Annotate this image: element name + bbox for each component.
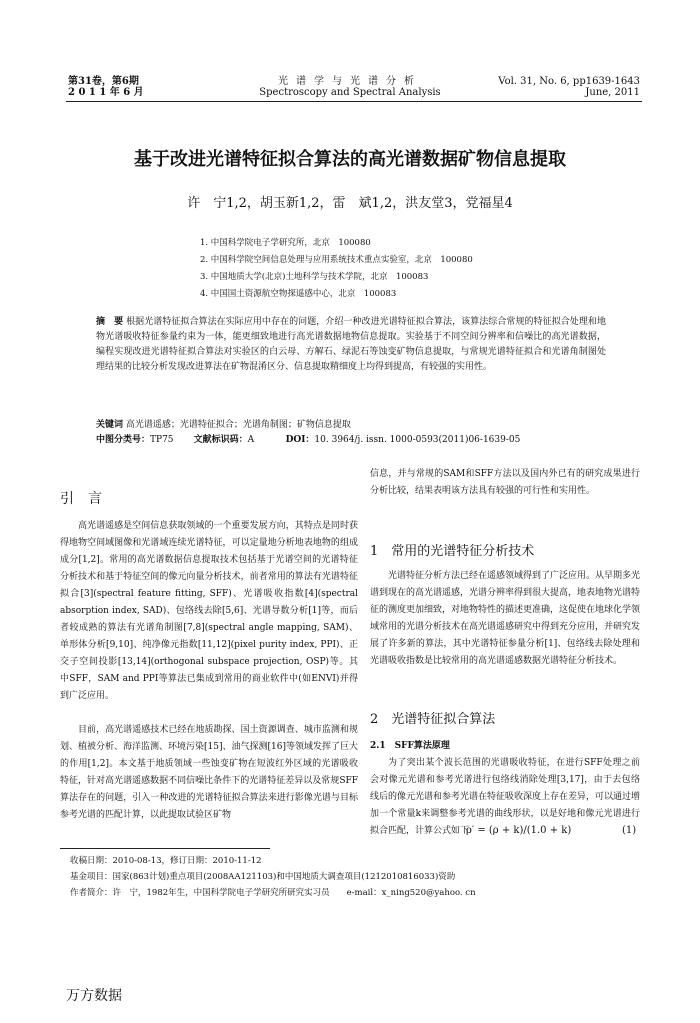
equation-1-number: (1)	[622, 825, 637, 836]
doc-code-label: 文献标识码：	[193, 435, 248, 445]
doi-value: 10. 3964/j. issn. 1000-0593(2011)06-1639-05	[314, 435, 521, 445]
affiliation-item: 1. 中国科学院电子学研究所，北京 100080	[200, 238, 371, 248]
intro-paragraph-1: 高光谱遥感是空间信息获取领域的一个重要发展方向，其特点是同时获得地物空间域图像和光谱域连续光谱特征，可以定量地分析地表地物的组成成分[1,2]。常用的高光谱数据信息提取技术包括基于光谱空间的光谱特征分析技术和基于特征空间的像元向量分析技术，前者常用的算法有光谱特征拟合[3](spectral feature fitting, SFF)、光谱吸收指数[4](spectral absorption index, SAD)、包络线去除[5,6]、光谱导数分析[1]等，而后者较成熟的算法有光谱角制图[7,8](spectral angle mapping, SAM)、单形体分析[9,10]、纯净像元指数[11,12](pixel purity index, PPI)、正交子空间投影[13,14](orthogonal subspace projection, OSP)等。其中SFF，SAM and PPI等算法已集成到常用的商业软件中(如ENVI)并得到广泛应用。	[60, 521, 358, 701]
equation-1: ρ′ = (ρ + k)/(1.0 + k)	[466, 825, 572, 836]
year-month-line: 2 0 1 1 年 6 月	[68, 87, 144, 98]
abstract-label: 摘 要	[96, 317, 124, 327]
intro-continuation: 信息，并与常规的SAM和SFF方法以及国内外已有的研究成果进行分析比较，结果表明该方法具有较强的可行性和实用性。	[370, 469, 640, 496]
affiliation-item: 4. 中国国土资源航空物探遥感中心，北京 100083	[200, 289, 397, 299]
abstract-text: 根据光谱特征拟合算法在实际应用中存在的问题，介绍一种改进光谱特征拟合算法，该算法综合常规的特征拟合处理和地物光谱吸收特征参量约束为一体，能更细致地进行高光谱数据地物信息提取。实验基于不同空间分辨率和信噪比的高光谱数据，编程实现改进光谱特征拟合算法对实验区的白云母、方解石、绿泥石等蚀变矿物信息提取，与常规光谱特征拟合和光谱角制图处理结果的比较分析发现改进算法在矿物混淆区分、信息提取精细度上均得到提高，有较强的实用性。	[96, 317, 606, 372]
received-date: 收稿日期：2010-08-13，修订日期：2010-11-12	[70, 856, 262, 866]
subsection-2-1-heading: 2.1 SFF算法原理	[370, 741, 450, 751]
journal-name	[200, 76, 500, 98]
keywords-text: 高光谱遥感；光谱特征拟合；光谱角制图；矿物信息提取	[125, 420, 351, 430]
clc-label: 中图分类号：	[96, 435, 151, 445]
affiliation-item: 2. 中国科学院空间信息处理与应用系统技术重点实验室，北京 100080	[200, 255, 473, 265]
subsection-2-1-paragraph: 为了突出某个波长范围的光谱吸收特征，在进行SFF处理之前会对像元光谱和参考光谱进行包络线消除处理[3,17]，由于去包络线后的像元光谱和参考光谱在特征吸收深度上存在差异，可以通过增加一个常量k来调整参考光谱的曲线形状，以是好地和像元光谱进行拟合匹配，计算公式如下	[370, 758, 641, 836]
footnotes	[70, 853, 650, 901]
date-line: June, 2011	[585, 87, 640, 98]
volume-issue-line: 第31卷，第6期	[68, 76, 139, 87]
section-1-paragraph: 光谱特征分析方法已经在遥感领域得到了广泛应用。从早期多光谱到现在的高光谱遥感，光谱分辨率得到很大提高，地表地物光谱特征的测度更加细致，对地物特性的描述更准确，这促使在地球化学领域常用的光谱分析技术在高光谱遥感研究中得到充分应用，并研究发展了许多新的算法，其中光谱特征参量分析[1]、包络线去除处理和光谱吸收指数是比较常用的高光谱遥感数据光谱特征分析技术。	[370, 571, 641, 666]
keywords-label: 关键词	[96, 420, 124, 430]
source-watermark: 万方数据	[66, 988, 122, 1004]
journal-vol-pages	[498, 76, 640, 98]
section-1-heading: 1 常用的光谱特征分析技术	[370, 544, 535, 559]
journal-name-zh: 光谱学与光谱分析	[278, 76, 422, 87]
affiliation-list	[200, 235, 473, 303]
intro-paragraph-2: 目前，高光谱遥感技术已经在地质勘探、国土资源调查、城市监测和规划、植被分析、海洋监测、环境污染[15]、油气探测[16]等领域发挥了巨大的作用[1,2]。本文基于地质领域一些蚀变矿物在短波红外区域的光谱吸收特征，针对高光谱遥感数据不同信噪比条件下的光谱特征差异以及常规SFF算法存在的问题，引入一种改进的光谱特征拟合算法来进行影像光谱与目标参考光谱的匹配计算，以此提取试验区矿物	[60, 725, 358, 820]
keywords-block	[96, 418, 606, 448]
paper-title: 基于改进光谱特征拟合算法的高光谱数据矿物信息提取	[134, 149, 566, 170]
fund-info: 基金项目：国家(863计划)重点项目(2008AA121103)和中国地质大调查项目(1212010816033)资助	[70, 872, 456, 882]
affiliation-item: 3. 中国地质大学(北京)土地科学与技术学院，北京 100083	[200, 272, 429, 282]
doc-code-value: A	[247, 435, 255, 445]
clc-value: TP75	[150, 435, 174, 445]
journal-volume-issue	[68, 76, 144, 98]
author-bio: 作者简介：许 宁，1982年生，中国科学院电子学研究所研究实习员 e-mail：x_ning520@yahoo. cn	[70, 888, 476, 898]
vol-pages-line: Vol. 31, No. 6, pp1639-1643	[498, 76, 640, 87]
section-2-heading: 2 光谱特征拟合算法	[370, 712, 496, 727]
doi-label: DOI：	[285, 435, 315, 445]
journal-name-en: Spectroscopy and Spectral Analysis	[259, 87, 441, 98]
abstract	[96, 315, 606, 375]
footnote-divider	[60, 848, 270, 849]
header-divider	[66, 101, 642, 102]
author-list: 许 宁1,2，胡玉新1,2，雷 斌1,2，洪友堂3，党福星4	[187, 196, 513, 211]
intro-heading: 引 言	[60, 491, 102, 507]
